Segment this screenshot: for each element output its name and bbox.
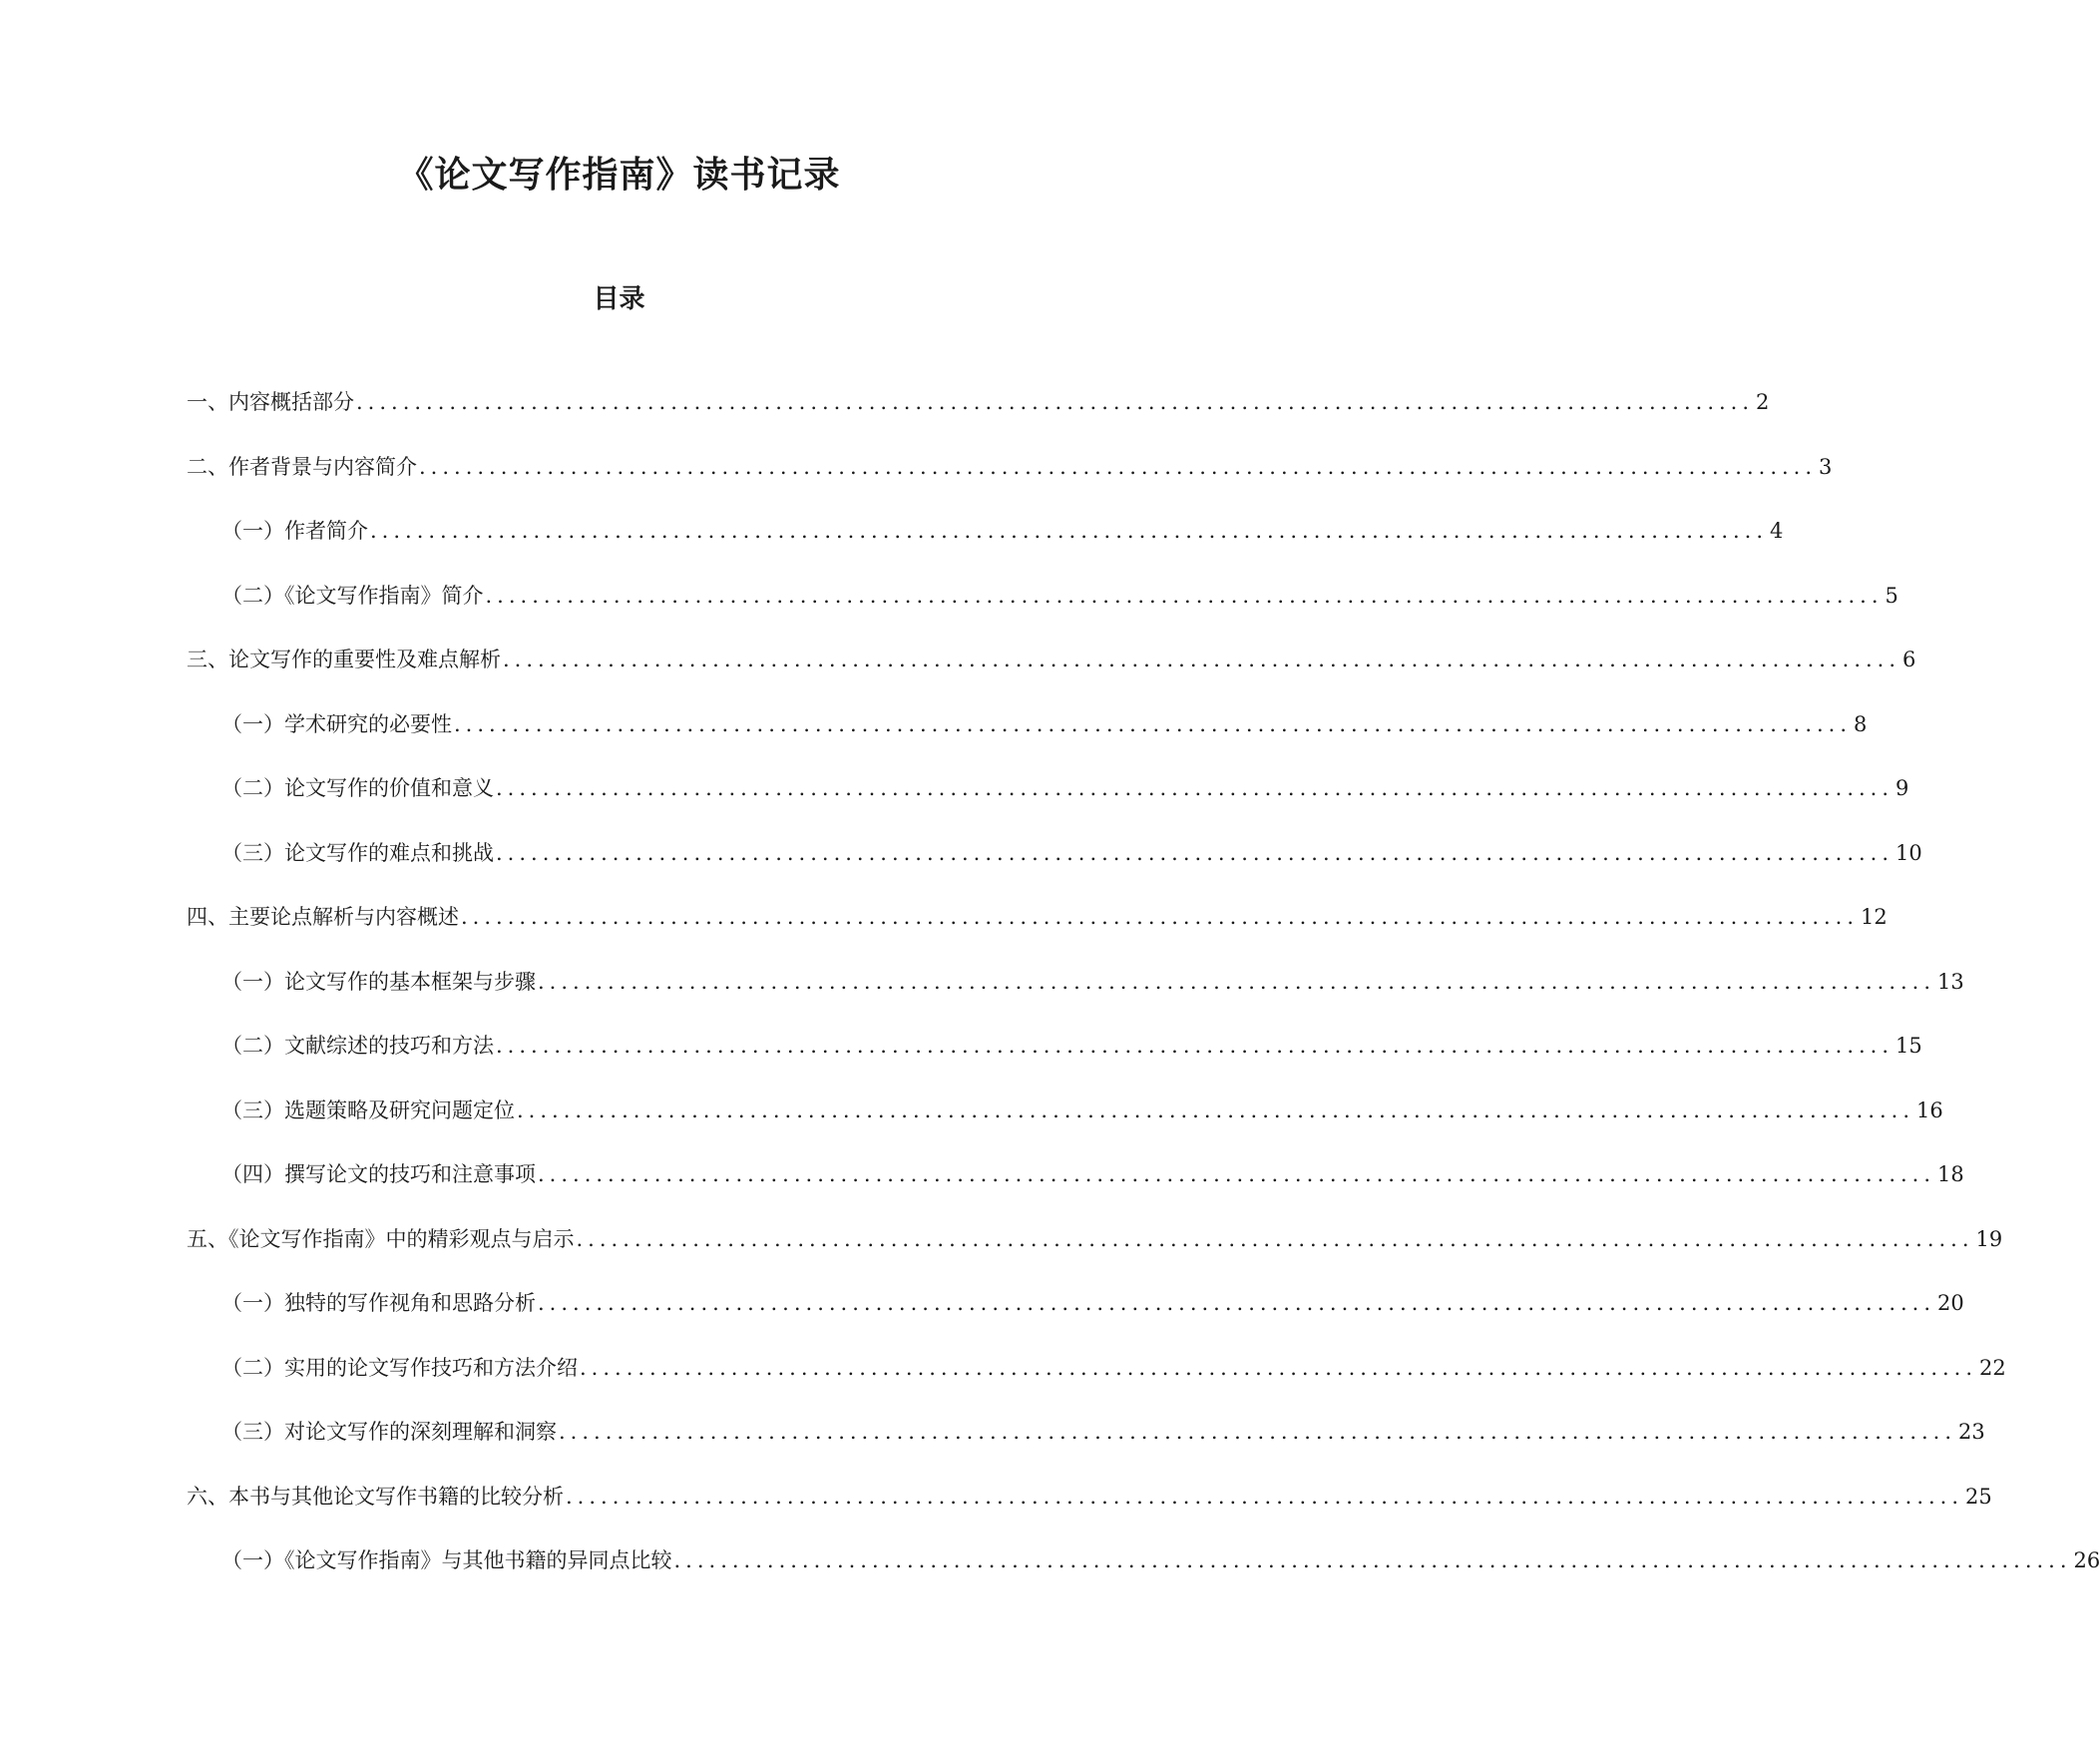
toc-entry-label: （一）《论文写作指南》与其他书籍的异同点比较: [221, 1548, 672, 1572]
toc-entry-label: （一）作者简介: [221, 519, 368, 543]
toc-dot-leader: ........................................................................................................................: [538, 969, 1936, 994]
toc-entry-label: （二）实用的论文写作技巧和方法介绍: [221, 1355, 578, 1380]
toc-entry-label: （三）对论文写作的深刻理解和洞察: [221, 1420, 557, 1444]
toc-dot-leader: ........................................................................................................................: [538, 1291, 1936, 1315]
toc-dot-leader: ........................................................................................................................: [461, 905, 1860, 929]
toc-entry-label: 四、主要论点解析与内容概述: [187, 905, 459, 929]
toc-entry-label: （一）学术研究的必要性: [221, 711, 452, 736]
toc-entry-page-number: 16: [1916, 1097, 1943, 1122]
toc-dot-leader: ........................................................................................................................: [576, 1226, 1974, 1251]
toc-dot-leader: ........................................................................................................................: [370, 519, 1769, 543]
toc-entry[interactable]: [187, 900, 1888, 934]
toc-entry[interactable]: [221, 1415, 1985, 1449]
toc-entry-page-number: 10: [1895, 840, 1922, 865]
toc-entry-page-number: 13: [1937, 969, 1964, 994]
toc-entry-page-number: 9: [1895, 776, 1909, 800]
toc-entry-page-number: 23: [1958, 1420, 1985, 1444]
toc-dot-leader: ........................................................................................................................: [673, 1548, 2072, 1572]
document-title: 《论文写作指南》读书记录: [397, 154, 841, 196]
toc-entry[interactable]: [221, 771, 1909, 805]
toc-entry-page-number: 22: [1979, 1355, 2006, 1380]
toc-entry-label: 六、本书与其他论文写作书籍的比较分析: [187, 1484, 564, 1509]
toc-entry[interactable]: [221, 1157, 1964, 1191]
toc-entry[interactable]: [221, 514, 1784, 548]
toc-entry-label: （二）文献综述的技巧和方法: [221, 1034, 494, 1058]
toc-entry-page-number: 20: [1937, 1291, 1964, 1315]
toc-entry[interactable]: [187, 450, 1833, 484]
toc-entry-label: 一、内容概括部分: [187, 390, 354, 414]
toc-entry[interactable]: [221, 965, 1964, 999]
toc-entry-page-number: 18: [1937, 1162, 1964, 1186]
toc-entry-label: 三、论文写作的重要性及难点解析: [187, 648, 501, 671]
toc-entry-label: （一）论文写作的基本框架与步骤: [221, 969, 536, 994]
toc-entry-label: （一）独特的写作视角和思路分析: [221, 1291, 536, 1315]
toc-dot-leader: ........................................................................................................................: [559, 1420, 1957, 1444]
toc-entry[interactable]: [187, 643, 1916, 676]
toc-entry[interactable]: [221, 836, 1922, 870]
toc-entry-page-number: 12: [1861, 905, 1888, 929]
toc-dot-leader: ........................................................................................................................: [538, 1162, 1936, 1186]
toc-entry-label: 二、作者背景与内容简介: [187, 454, 417, 479]
toc-entry[interactable]: [187, 385, 1770, 419]
toc-entry-page-number: 15: [1895, 1034, 1922, 1058]
toc-entry-page-number: 26: [2073, 1548, 2100, 1572]
toc-entry-label: （三）论文写作的难点和挑战: [221, 840, 494, 865]
toc-entry[interactable]: [221, 1286, 1964, 1320]
toc-dot-leader: ........................................................................................................................: [496, 776, 1894, 800]
toc-dot-leader: ........................................................................................................................: [580, 1355, 1978, 1380]
toc-entry[interactable]: [221, 1094, 1943, 1127]
toc-entry[interactable]: [221, 707, 1868, 741]
toc-dot-leader: ........................................................................................................................: [503, 648, 1901, 671]
toc-dot-leader: ........................................................................................................................: [566, 1484, 1964, 1509]
toc-entry-page-number: 4: [1770, 519, 1784, 543]
toc-dot-leader: ........................................................................................................................: [496, 840, 1894, 865]
toc-entry-page-number: 19: [1975, 1226, 2003, 1251]
toc-heading: 目录: [593, 284, 645, 314]
toc-entry[interactable]: [187, 1222, 2003, 1256]
toc-entry-page-number: 2: [1756, 390, 1770, 414]
toc-entry-page-number: 3: [1819, 454, 1833, 479]
toc-entry[interactable]: [221, 579, 1898, 613]
toc-dot-leader: ........................................................................................................................: [517, 1097, 1915, 1122]
toc-dot-leader: ........................................................................................................................: [419, 454, 1818, 479]
toc-entry-label: （三）选题策略及研究问题定位: [221, 1097, 515, 1122]
toc-entry-page-number: 6: [1902, 648, 1916, 671]
toc-dot-leader: ........................................................................................................................: [496, 1034, 1894, 1058]
toc-dot-leader: ........................................................................................................................: [485, 583, 1884, 608]
toc-entry-page-number: 8: [1854, 711, 1868, 736]
toc-entry-label: （四）撰写论文的技巧和注意事项: [221, 1162, 536, 1186]
toc-entry-page-number: 25: [1965, 1484, 1992, 1509]
toc-entry-page-number: 5: [1885, 583, 1898, 608]
toc-entry[interactable]: [187, 1480, 1992, 1514]
toc-entry[interactable]: [221, 1543, 2100, 1577]
toc-entry-label: 五、《论文写作指南》中的精彩观点与启示: [187, 1226, 575, 1251]
toc-entry[interactable]: [221, 1351, 2006, 1385]
toc-dot-leader: ........................................................................................................................: [454, 711, 1853, 736]
toc-entry[interactable]: [221, 1029, 1922, 1063]
toc-entry-label: （二）《论文写作指南》简介: [221, 583, 484, 608]
toc-dot-leader: ........................................................................................................................: [356, 390, 1755, 414]
toc-entry-label: （二）论文写作的价值和意义: [221, 776, 494, 800]
